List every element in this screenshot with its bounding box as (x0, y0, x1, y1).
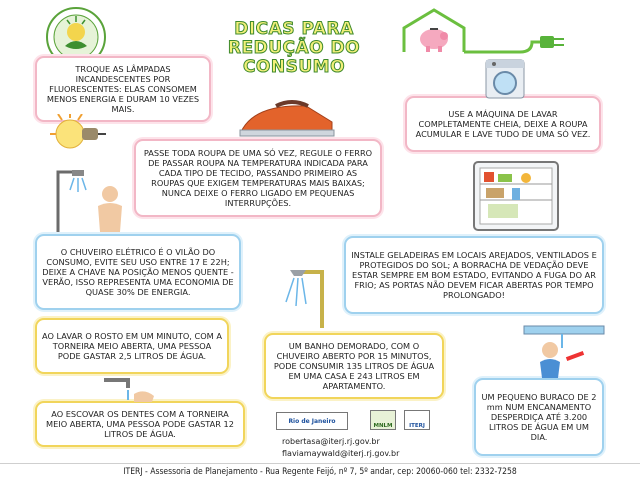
washing-machine-illustration (482, 54, 532, 100)
logo-mnlm-text: MNLM (373, 423, 393, 429)
tip-lampadas (35, 56, 211, 122)
tip-ferro (134, 139, 382, 217)
tip-chuveiro (35, 234, 241, 310)
tip-banho-text: UM BANHO DEMORADO, COM O CHUVEIRO ABERTO POR 15 MINUTOS, PODE CONSUMIR 135 LITROS DE ÁGUA EM UMA CASA E 243 LITROS EM APARTAMENTO. (273, 341, 435, 391)
tip-rosto (35, 318, 229, 374)
tip-dentes-text: AO ESCOVAR OS DENTES COM A TORNEIRA MEIO ABERTA, UMA PESSOA PODE GASTAR 12 LITROS DE ÁGUA. (46, 409, 234, 439)
email-link[interactable]: robertasa@iterj.rj.gov.br (282, 437, 380, 446)
logo-iterj-text: ITERJ (409, 423, 425, 429)
tip-chuveiro-text: O CHUVEIRO ELÉTRICO É O VILÃO DO CONSUMO, EVITE SEU USO ENTRE 17 E 22H; DEIXE A CHAVE NA POSIÇÃO MENOS QUENTE - VERÃO, ISSO REPRESENTA UMA ECONOMIA DE QUASE 30% DE ENERGIA. (42, 247, 234, 297)
contact-emails (282, 436, 399, 460)
light-bulb-illustration (48, 114, 108, 156)
refrigerator-illustration (466, 160, 566, 232)
page-title: DICAS PARA REDUÇÃO DO CONSUMO (227, 19, 361, 77)
tip-cano-text: UM PEQUENO BURACO DE 2 mm NUM ENCANAMENTO DESPERDIÇA ATÉ 3.200 LITROS DE ÁGUA EM UM DIA. (481, 392, 597, 442)
iron-illustration (236, 98, 340, 140)
pipe-leak-illustration (522, 318, 606, 378)
tip-lavar-roupa-text: USE A MÁQUINA DE LAVAR COMPLETAMENTE CHEIA, DEIXE A ROUPA ACUMULAR E LAVE TUDO DE UMA SÓ VEZ. (415, 109, 591, 139)
tip-lampadas-text: TROQUE AS LÂMPADAS INCANDESCENTES POR FLUORESCENTES: ELAS CONSOMEM MENOS ENERGIA E DURAM 10 VEZES MAIS. (46, 64, 200, 114)
tip-geladeira-text: INSTALE GELADEIRAS EM LOCAIS AREJADOS, VENTILADOS E PROTEGIDOS DO SOL; A BORRACHA DE VEDAÇÃO DEVE ESTAR SEMPRE EM BOM ESTADO, EVITANDO A FUGA DO AR FRIO; AS PORTAS NÃO DEVEM FICAR ABERTAS POR TEMPO PROLONGADO! (351, 250, 597, 300)
logo-rio (276, 412, 348, 430)
tip-cano (474, 378, 604, 456)
tip-dentes (35, 401, 245, 447)
tip-lavar-roupa (405, 96, 601, 152)
email-link[interactable]: flaviamaywald@iterj.rj.gov.br (282, 449, 400, 458)
tip-ferro-text: PASSE TODA ROUPA DE UMA SÓ VEZ, REGULE O FERRO DE PASSAR ROUPA NA TEMPERATURA INDICADA PARA CADA TIPO DE TECIDO, PASSANDO PRIMEIRO AS ROUPAS QUE EXIGEM TEMPERATURAS MAIS BAIXAS; NUNCA DEIXE O FERRO LIGADO EM PEQUENAS INTERRUPÇÕES. (143, 148, 373, 208)
logo-rio-text: Rio de Janeiro (288, 417, 336, 425)
logo-mnlm (370, 410, 396, 430)
tip-geladeira (344, 236, 604, 314)
tip-rosto-text: AO LAVAR O ROSTO EM UM MINUTO, COM A TORNEIRA MEIO ABERTA, UMA PESSOA PODE GASTAR 2,5 LITROS DE ÁGUA. (42, 331, 222, 361)
showerhead-illustration (276, 262, 336, 330)
footer-address: ITERJ - Assessoria de Planejamento - Rua Regente Feijó, nº 7, 5º andar, cep: 20060-060 tel: 2332-7258 (0, 463, 640, 480)
logo-iterj (404, 410, 430, 430)
tip-banho (264, 333, 444, 399)
shower-person-illustration (48, 164, 138, 234)
faucet-illustration (98, 374, 158, 404)
